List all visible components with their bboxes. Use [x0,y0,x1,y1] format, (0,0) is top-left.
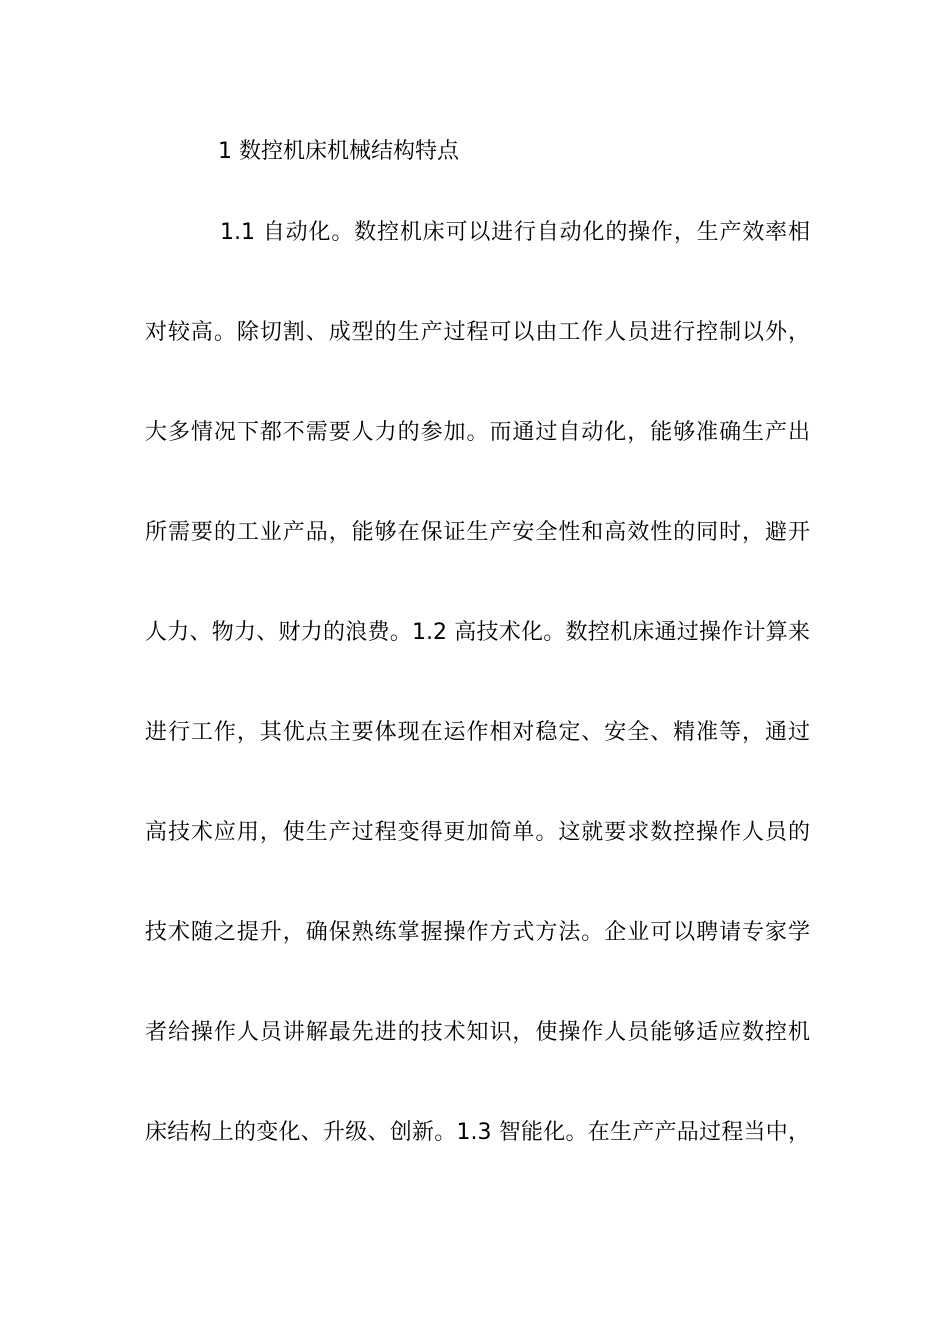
text-line: 高技术应用，使生产过程变得更加简单。这就要求数控操作人员的 [145,820,810,845]
text-line: 人力、物力、财力的浪费。1.2 高技术化。数控机床通过操作计算来 [145,620,810,645]
text-line: 所需要的工业产品，能够在保证生产安全性和高效性的同时，避开 [145,520,810,545]
section-heading: 1 数控机床机械结构特点 [218,139,459,164]
text-line: 进行工作，其优点主要体现在运作相对稳定、安全、精准等，通过 [145,720,810,745]
text-line: 者给操作人员讲解最先进的技术知识，使操作人员能够适应数控机 [145,1020,810,1045]
text-line: 1.1 自动化。数控机床可以进行自动化的操作，生产效率相 [220,220,810,245]
text-line: 大多情况下都不需要人力的参加。而通过自动化，能够准确生产出 [145,420,810,445]
text-line: 对较高。除切割、成型的生产过程可以由工作人员进行控制以外， [145,320,810,345]
body-paragraph [145,215,810,1215]
text-line: 技术随之提升，确保熟练掌握操作方式方法。企业可以聘请专家学 [145,920,810,945]
text-line: 床结构上的变化、升级、创新。1.3 智能化。在生产产品过程当中， [145,1120,810,1145]
